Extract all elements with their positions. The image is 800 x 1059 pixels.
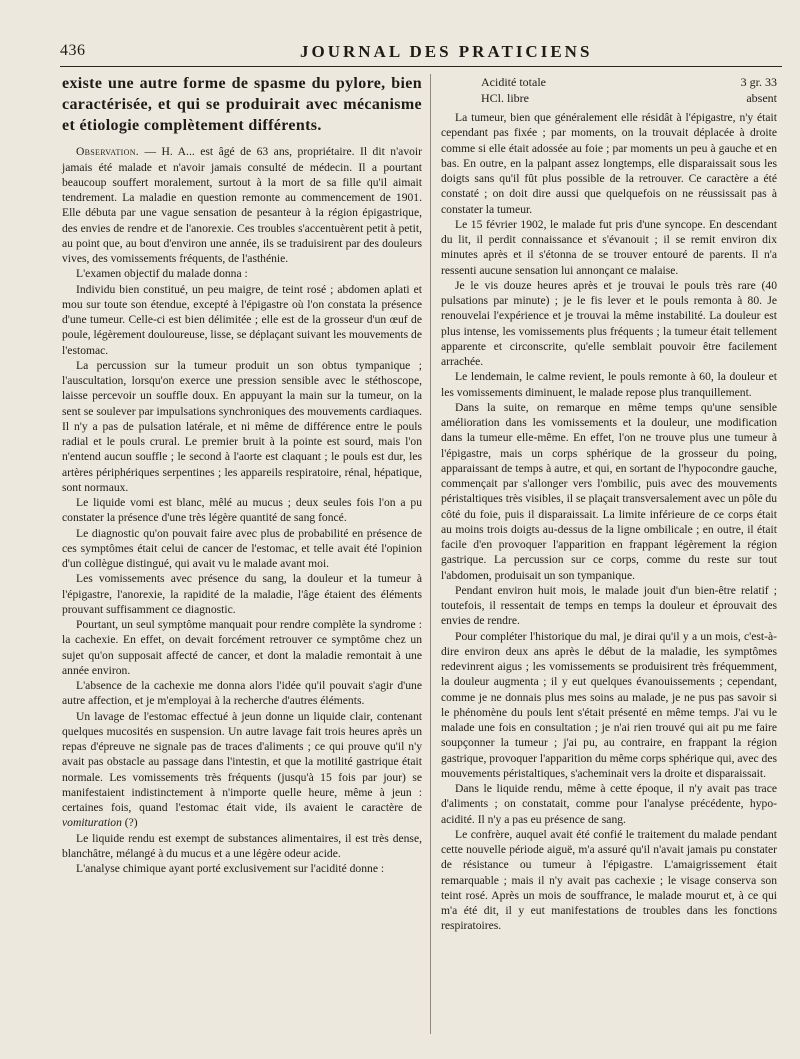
paragraph: L'absence de la cachexie me donna alors l'idée qu'il pouvait s'agir d'une autre affection, et je m'employai à la recherche d'autres éléments.	[62, 679, 422, 708]
paragraph: Le diagnostic qu'on pouvait faire avec plus de probabilité en présence de ces symptômes était celui de cancer de l'estomac, et telle avait été l'opinion d'un collègue distingué, qui avait vu le malade avant moi.	[62, 526, 422, 571]
paragraph: La tumeur, bien que généralement elle résidât à l'épigastre, n'y était cependant pas fixée ; par moments, on la trouvait déplacée à droite comme si elle était adossée au foie ; par moments un peu à gauche et en bas. En outre, en la palpant assez longtemps, elle disparaissait sous les doigts sans qu'il fût plus possible de la retrouver. Ce caractère a été constaté ; on doit dire aussi que quelquefois on ne réussissait pas à constater la tumeur.	[441, 111, 777, 216]
paragraph: L'examen objectif du malade donna :	[76, 267, 248, 281]
observation-text: — H. A... est âgé de 63 ans, propriétaire. Il dit n'avoir jamais été malade et n'avoir jamais consulté de médecin. Il a pourtant beaucoup souffert moralement, surtout à la mort de sa fille qu'il aimait tendrement. La maladie en question remonte au commencement de 1901. Elle débuta par une vague sensation de pesanteur à la région épigastrique, des envies de rendre et de l'anorexie. Ces troubles s'accentuèrent petit à petit, au point que, au bout d'environ une année, ils se traduisirent par des douleurs vives, des vomissements fréquents, de l'asthénie.	[62, 145, 422, 266]
acidity-value: absent	[746, 91, 777, 105]
journal-title: JOURNAL DES PRATICIENS	[300, 42, 593, 61]
page-number: 436	[60, 42, 86, 59]
paragraph: Le lendemain, le calme revient, le pouls remonte à 60, la douleur et les vomissements diminuent, le malade repose plus tranquillement.	[441, 370, 777, 399]
paragraph: Le liquide rendu est exempt de substances alimentaires, il est très dense, blanchâtre, mélangé à du mucus et a une légère odeur acide.	[62, 831, 422, 860]
left-column	[62, 74, 422, 876]
paragraph-text: Un lavage de l'estomac effectué à jeun donne un liquide clair, contenant quelques mucosités en suspension. Un autre lavage fait trois heures après un repas d'épreuve ne signale pas de traces d'aliments ; ce qui prouve qu'il n'y avait pas obstacle au passage dans l'intestin, et que la motilité gastrique était normale. Les vomissements très fréquents (jusqu'à 15 fois par jour) se manifestaient indistinctement à n'importe quelle heure, même à jeun : certaines fois, quand l'estomac était vide, ils avaient le caractère de	[62, 709, 422, 815]
italic-term: vomituration	[62, 816, 122, 830]
paragraph: Les vomissements avec présence du sang, la douleur et la tumeur à l'épigastre, l'anorexie, la rapidité de la maladie, l'âge étaient des éléments prouvant suffisamment ce diagnostic.	[62, 572, 422, 616]
paragraph: Individu bien constitué, un peu maigre, de teint rosé ; abdomen aplati et mou sur toute son étendue, excepté à l'épigastre où l'on constata la présence d'une tumeur. Celle-ci est bien délimitée ; elle est de la grosseur d'un œuf de poule, légèrement douloureuse, lisse, se déplaçant suivant les mouvements de l'estomac.	[62, 282, 422, 357]
acidity-row	[441, 90, 777, 106]
column-divider	[430, 74, 431, 1034]
paragraph	[62, 709, 422, 831]
paragraph: Le confrère, auquel avait été confié le traitement du malade pendant cette nouvelle période aiguë, m'a assuré qu'il n'avait jamais pu constater de résistance ou tumeur à l'épigastre. L'amaigrissement était remarquable ; mais il n'y avait pas cachexie ; le visage conserva son teint rosé. Après un mois de souffrance, le malade mourut et, à ce qui m'a été dit, il y eut manifestations de troubles dans les fonctions respiratoires.	[441, 827, 777, 933]
paragraph: Dans la suite, on remarque en même temps qu'une sensible amélioration dans les vomissements et la douleur, une modification dans la tumeur elle-même. En effet, l'on ne trouve plus une tumeur à l'épigastre, mais un corps sphérique de la grosseur du poing, apparaissant de temps à autre, et qui, en sortant de l'hypocondre gauche, commençait par s'allonger vers l'ombilic, puis avec des mouvements péristaltiques très visibles, il se plaçait transversalement avec un pôle du côté du foie, puis il disparaissait. La limite inférieure de ce corps était au moins trois doigts au-dessus de la ligne ombilicale ; en outre, il était facile d'en provoquer l'apparition en frappant légèrement la région gastrique. La percussion sur ce corps, comme du reste sur tout l'abdomen, produisait un son tympanique.	[441, 400, 777, 582]
paragraph: Pour compléter l'historique du mal, je dirai qu'il y a un mois, c'est-à-dire environ deux ans après le début de la maladie, les symptômes redevinrent aigus ; les vomissements se produisirent très fréquemment, la douleur augmenta ; il y eut quelques évanouissements ; cependant, comme je ne donnais plus mes soins au malade, je ne pus pas savoir si le phénomène du pouls lent s'était présenté en même temps. J'ai vu le malade une fois en consultation ; je n'ai rien trouvé qui ait pu me faire soupçonner la tumeur ; j'ai pu, au contraire, en frappant la région gastrique, provoquer l'apparition du même corps sphérique qui, avec des mouvements péristaltiques, s'acheminait vers la droite et disparaissait.	[441, 629, 777, 780]
paragraph: Pourtant, un seul symptôme manquait pour rendre complète la syndrome : la cachexie. En effet, on devait forcément retrouver ce symptôme chez un sujet qu'on supposait affecté de cancer, et dont la maladie remontait à une année environ.	[62, 618, 422, 677]
lead-paragraph: existe une autre forme de spasme du pylore, bien caractérisée, et qui se produirait avec mécanisme et étiologie complètement différents.	[62, 75, 422, 134]
paragraph-text: (?)	[121, 816, 138, 830]
acidity-value: 3 gr. 33	[740, 75, 777, 89]
page-header	[60, 42, 780, 66]
right-column	[441, 74, 777, 934]
header-rule	[60, 66, 782, 67]
paragraph: Dans le liquide rendu, même à cette époque, il n'y avait pas trace d'aliments ; on constatait, comme pour l'analyse précédente, hypo-acidité. Il n'y a pas eu présence de sang.	[441, 782, 777, 826]
observation-paragraph	[62, 144, 422, 266]
paragraph: Le 15 février 1902, le malade fut pris d'une syncope. En descendant du lit, il perdit connaissance et s'évanouit ; il se remit environ dix minutes après et il s'étonna de se trouver entouré de parents. Il n'a ressenti aucune sensation lui annonçant ce malaise.	[441, 217, 777, 277]
acidity-label: Acidité totale	[481, 75, 546, 89]
acidity-row	[441, 74, 777, 90]
observation-label: Observation.	[76, 145, 139, 159]
paragraph: La percussion sur la tumeur produit un son obtus tympanique ; l'auscultation, lorsqu'on exerce une pression sensible avec le stéthoscope, laisse percevoir un souffle doux. En appuyant la main sur la tumeur, on la sent se soulever par impulsations synchroniques des mouvements cardiaques. Il n'y a pas de pulsation latérale, et ni même de différence entre le pouls radial et le pouls crural. Le premier bruit à la pointe est sourd, mais l'on n'entend aucun souffle ; le second à l'aorte est claquant ; le pouls est dur, les artères périphériques serpentines ; les appareils respiratoire, rénal, hépatique, sont normaux.	[62, 358, 422, 494]
acidity-label: HCl. libre	[481, 91, 529, 105]
paragraph: Pendant environ huit mois, le malade jouit d'un bien-être relatif ; toutefois, il ressentait de temps en temps la douleur et éprouvait des envies de rendre.	[441, 583, 777, 628]
paragraph: Je le vis douze heures après et je trouvai le pouls très rare (40 pulsations par minute) ; je le fis lever et le pouls remonta à 80. Je renouvelai l'expérience et je trouvai la même instabilité. La douleur est plus intense, les vomissements plus fréquents ; la tumeur était tellement apparente et circonscrite, qu'elle semblait pouvoir être facilement arrachée.	[441, 278, 777, 368]
paragraph: L'analyse chimique ayant porté exclusivement sur l'acidité donne :	[76, 862, 385, 876]
acidity-table	[441, 74, 777, 106]
paragraph: Le liquide vomi est blanc, mêlé au mucus ; deux seules fois l'on a pu constater la présence d'une très légère quantité de sang foncé.	[62, 496, 422, 525]
